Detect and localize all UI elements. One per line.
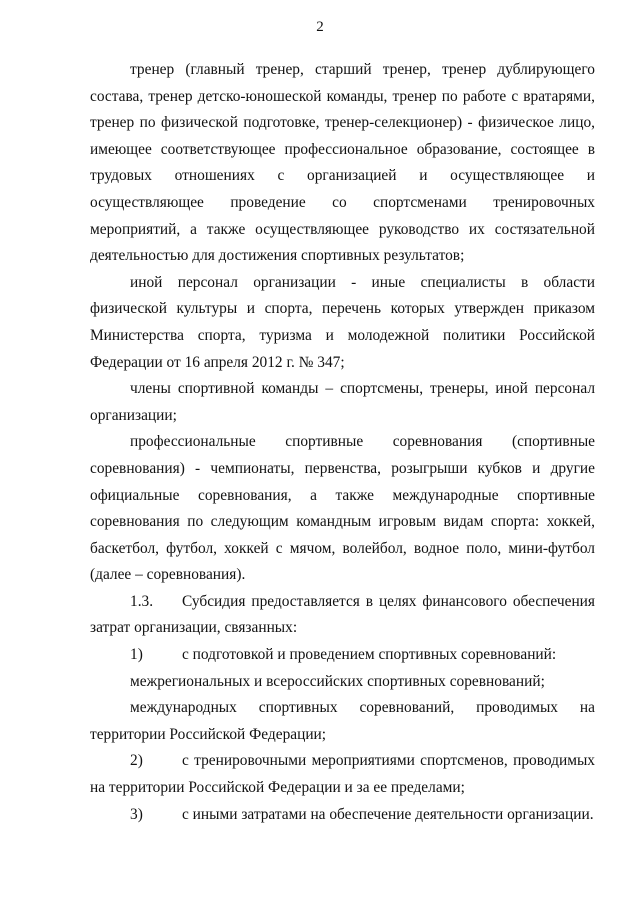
- list-item-text: с тренировочными мероприятиями спортсменов, проводимых на территории Российской Федерации и за ее пределами;: [90, 752, 595, 797]
- clause-1-3: [90, 589, 595, 642]
- document-body: [90, 57, 595, 828]
- definition-trainer: тренер (главный тренер, старший тренер, тренер дублирующего состава, тренер детско-юношеской команды, тренер по работе с вратарями, тренер по физической подготовке, тренер-селекционер) - физическое лицо, имеющее соответствующее профессиональное образование, состоящее в трудовых отношениях с организацией и осуществляющее и осуществляющее проведение со спортсменами тренировочных мероприятий, а также осуществляющее руководство их состязательной деятельностью для достижения спортивных результатов;: [90, 61, 595, 265]
- list-item-2: [90, 748, 595, 801]
- definition-competitions: профессиональные спортивные соревнования (спортивные соревнования) - чемпионаты, первенства, розыгрыши кубков и другие официальные соревнования, а также международные спортивные соревнования по следующим командным игровым видам спорта: хоккей, баскетбол, футбол, хоккей с мячом, волейбол, водное поло, мини-футбол (далее – соревнования).: [90, 433, 595, 584]
- list-item-number: 1): [130, 646, 143, 664]
- list-item-text: с подготовкой и проведением спортивных соревнований:: [182, 646, 557, 664]
- definition-team-members: члены спортивной команды – спортсмены, тренеры, иной персонал организации;: [90, 380, 595, 424]
- subitem-interregional: межрегиональных и всероссийских спортивных соревнований;: [130, 672, 545, 690]
- subitem-international: международных спортивных соревнований, проводимых на территории Российской Федерации;: [90, 699, 595, 743]
- list-item-text: с иными затратами на обеспечение деятельности организации.: [182, 805, 594, 823]
- clause-number: 1.3.: [130, 592, 154, 610]
- list-item-number: 3): [130, 805, 143, 823]
- page-number: 2: [316, 19, 324, 35]
- list-item-1: [90, 642, 595, 669]
- clause-text: Субсидия предоставляется в целях финансового обеспечения затрат организации, связанных:: [90, 592, 595, 637]
- list-item-number: 2): [130, 752, 143, 770]
- definition-other-staff: иной персонал организации - иные специалисты в области физической культуры и спорта, перечень которых утвержден приказом Министерства спорта, туризма и молодежной политики Российской Федерации от 16 апреля 2012 г. № 347;: [90, 273, 595, 371]
- list-item-3: [90, 802, 595, 829]
